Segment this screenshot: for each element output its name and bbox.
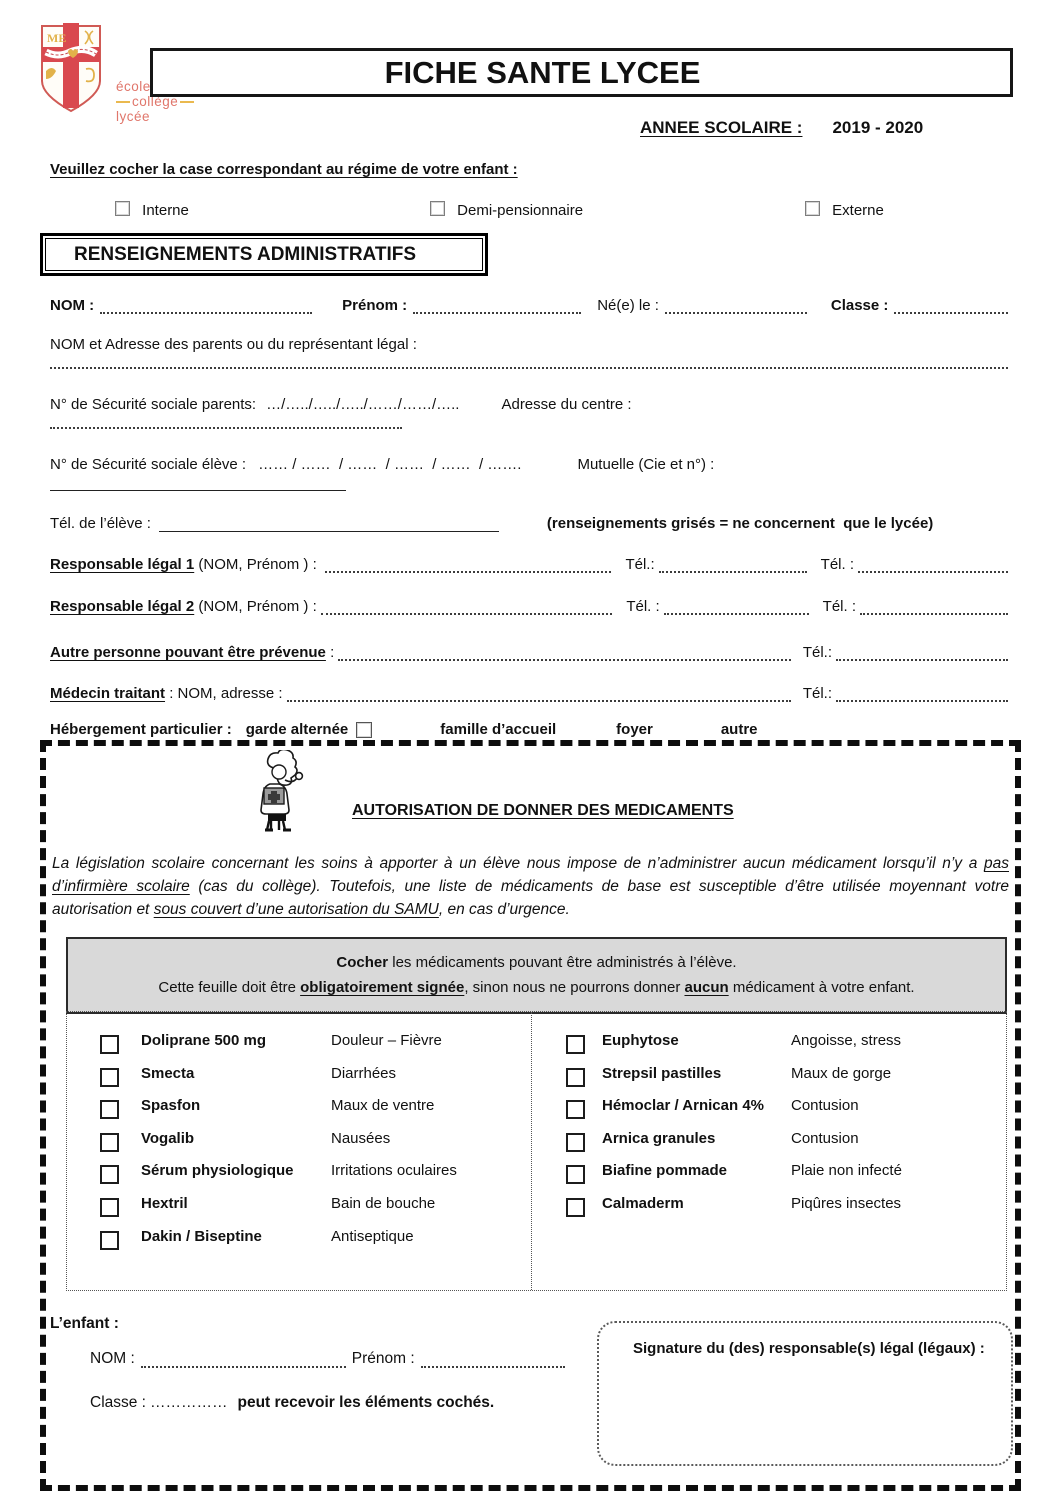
medication-checkbox[interactable] [100, 1035, 119, 1054]
school-crest-icon [38, 23, 104, 115]
medication-indication: Maux de gorge [791, 1064, 892, 1082]
medication-name: Vogalib [141, 1129, 195, 1147]
responsable1-label: Responsable légal 1 [50, 556, 195, 573]
medication-indication: Contusion [791, 1097, 859, 1115]
nom-label: NOM : [50, 297, 95, 314]
externe-label: Externe [832, 202, 884, 219]
medication-row [532, 1130, 1008, 1163]
demi-pensionnaire-checkbox[interactable] [430, 201, 445, 216]
medication-checkbox[interactable] [100, 1198, 119, 1217]
child-classe-row [90, 1394, 565, 1412]
medication-row [532, 1032, 1008, 1065]
responsable2-tel1-field[interactable] [664, 600, 809, 615]
authorization-paragraph [52, 852, 1009, 921]
medication-row [67, 1195, 531, 1228]
logo-line-lycee: lycée [116, 109, 151, 124]
admin-section-title: RENSEIGNEMENTS ADMINISTRATIFS [74, 243, 417, 265]
responsable1-row [50, 556, 1008, 573]
prenom-field[interactable] [413, 299, 581, 314]
school-year-line [640, 118, 1020, 138]
medication-indication: Douleur – Fièvre [331, 1032, 442, 1049]
tel-eleve-row [50, 515, 1008, 532]
instruction-line1 [78, 950, 995, 975]
responsable2-suffix: (NOM, Prénom ) : [194, 598, 321, 615]
responsable2-tel1-label: Tél. : [626, 598, 660, 615]
secu-eleve-label: N° de Sécurité sociale élève : [50, 456, 247, 473]
parents-address-label: NOM et Adresse des parents ou du représentant légal : [50, 336, 417, 353]
medication-checkbox[interactable] [566, 1198, 585, 1217]
secu-parents-label: N° de Sécurité sociale parents: [50, 396, 257, 413]
signature-box[interactable] [597, 1321, 1013, 1466]
responsable1-field[interactable] [325, 558, 611, 573]
medication-name: Doliprane 500 mg [141, 1032, 267, 1049]
nom-field[interactable] [100, 299, 312, 314]
medication-checkbox[interactable] [566, 1165, 585, 1184]
regime-option-interne [115, 201, 189, 219]
medication-indication: Nausées [331, 1129, 391, 1147]
autre-personne-sep: : [325, 644, 339, 661]
responsable2-row [50, 598, 1008, 615]
instruction-line2-mid: , sinon nous ne pourrons donner [464, 979, 685, 996]
medication-row [67, 1065, 531, 1098]
secu-eleve-slots[interactable]: …… / …… / …… / …… / …… / ……. [258, 456, 522, 473]
signature-label: Signature du (des) responsable(s) légal (légaux) : [633, 1340, 985, 1357]
form-title-box [150, 48, 1013, 97]
ne-le-label: Né(e) le : [597, 297, 659, 314]
medecin-tel-field[interactable] [836, 687, 1008, 702]
medication-checkbox[interactable] [566, 1068, 585, 1087]
medication-checkbox[interactable] [100, 1068, 119, 1087]
autre-personne-tel-field[interactable] [836, 646, 1008, 661]
medication-row [67, 1228, 531, 1261]
tel-eleve-label: Tél. de l’élève : [50, 515, 151, 532]
medication-checkbox[interactable] [566, 1035, 585, 1054]
regime-option-demi-pensionnaire [430, 201, 583, 219]
responsable2-field[interactable] [321, 600, 612, 615]
gray-fields-note: (renseignements grisés = ne concernent que le lycée) [546, 515, 934, 532]
autre-personne-row [50, 644, 1008, 661]
responsable1-tel1-field[interactable] [659, 558, 807, 573]
hebergement-famille-accueil-label: famille d’accueil [440, 721, 557, 738]
secu-parents-slots[interactable]: …/…../…../…../……/……/….. [266, 396, 460, 413]
medication-name: Hémoclar / Arnican 4% [602, 1097, 765, 1115]
medication-name: Euphytose [602, 1032, 679, 1049]
secu-eleve-row [50, 456, 1008, 473]
medication-name: Dakin / Biseptine [141, 1227, 262, 1245]
instruction-line2-post: médicament à votre enfant. [728, 979, 915, 996]
instruction-cocher: Cocher [336, 954, 389, 971]
medication-indication: Irritations oculaires [331, 1162, 457, 1180]
child-prenom-field[interactable] [421, 1353, 565, 1368]
regime-option-externe [805, 201, 884, 219]
mutuelle-label: Mutuelle (Cie et n°) : [577, 456, 715, 473]
parents-address-field[interactable] [50, 354, 1008, 369]
responsable1-tel1-label: Tél.: [625, 556, 655, 573]
child-statement: peut recevoir les éléments cochés. [237, 1394, 495, 1411]
paragraph-fragment: (cas du collège). Toutefois, une liste de médicaments de base est susceptible d’être utilisée moyennant votre autorisation et [52, 878, 1009, 918]
svg-text:ME: ME [47, 31, 67, 45]
medication-indication: Contusion [791, 1129, 859, 1147]
nurse-icon [252, 750, 316, 842]
medication-column-left [67, 1012, 532, 1290]
medication-checkbox[interactable] [100, 1165, 119, 1184]
instruction-line2-pre: Cette feuille doit être [158, 979, 301, 996]
medication-row [67, 1162, 531, 1195]
medication-row [67, 1097, 531, 1130]
medication-indication: Antiseptique [331, 1227, 414, 1245]
identity-row [50, 297, 1008, 314]
medication-checkbox[interactable] [100, 1133, 119, 1152]
medication-name: Sérum physiologique [141, 1162, 294, 1180]
child-classe-label: Classe : [90, 1394, 146, 1411]
secu-parents-row [50, 396, 1008, 413]
medication-indication: Bain de bouche [331, 1194, 436, 1212]
autre-personne-tel-label: Tél.: [802, 644, 832, 661]
hebergement-row [50, 721, 1008, 738]
medication-name: Calmaderm [602, 1194, 684, 1212]
school-year-value: 2019 - 2020 [832, 118, 924, 137]
instruction-line1-rest: les médicaments pouvant être administrés à l’élève. [388, 954, 737, 971]
autre-personne-label: Autre personne pouvant être prévenue [50, 644, 326, 661]
medecin-row [50, 685, 1008, 702]
medication-indication: Maux de ventre [331, 1097, 435, 1115]
responsable2-tel2-field[interactable] [860, 600, 1008, 615]
medecin-tel-label: Tél.: [802, 685, 832, 702]
medication-row [532, 1195, 1008, 1228]
hebergement-label: Hébergement particulier : [50, 721, 232, 738]
secu-parents-field[interactable] [50, 414, 402, 429]
externe-checkbox[interactable] [805, 201, 820, 216]
medication-name: Smecta [141, 1064, 195, 1082]
demi-pensionnaire-label: Demi-pensionnaire [457, 202, 584, 219]
paragraph-fragment: La législation scolaire concernant les soins à apporter à un élève nous impose de n’administrer aucun médicament lorsqu’il n’y a [52, 855, 984, 872]
medecin-field[interactable] [287, 687, 791, 702]
medication-checkbox[interactable] [566, 1100, 585, 1119]
medication-row [532, 1065, 1008, 1098]
medication-row [532, 1097, 1008, 1130]
child-prenom-label: Prénom : [351, 1350, 415, 1367]
instruction-line2 [78, 975, 995, 1000]
medication-checkbox[interactable] [566, 1133, 585, 1152]
responsable2-label: Responsable légal 2 [50, 598, 195, 615]
child-classe-field[interactable]: …………… [150, 1394, 228, 1411]
school-year-label: ANNEE SCOLAIRE : [640, 118, 803, 137]
medication-row [532, 1162, 1008, 1195]
medecin-label: Médecin traitant [50, 685, 166, 702]
child-nom-label: NOM : [90, 1350, 135, 1367]
responsable1-tel2-field[interactable] [858, 558, 1008, 573]
instruction-aucun: aucun [684, 979, 729, 996]
responsable1-tel2-label: Tél. : [820, 556, 854, 573]
child-nom-field[interactable] [141, 1353, 346, 1368]
interne-label: Interne [142, 202, 189, 219]
classe-label: Classe : [830, 297, 889, 314]
medication-name: Biafine pommade [602, 1162, 728, 1180]
medication-name: Hextril [141, 1194, 188, 1212]
regime-instruction: Veuillez cocher la case correspondant au régime de votre enfant : [50, 161, 518, 178]
adresse-centre-label: Adresse du centre : [501, 396, 632, 413]
medecin-suffix: : NOM, adresse : [165, 685, 287, 702]
responsable2-tel2-label: Tél. : [822, 598, 856, 615]
admin-section-box [45, 238, 483, 271]
medication-name: Spasfon [141, 1097, 201, 1115]
ne-le-field[interactable] [665, 299, 807, 314]
medication-row [67, 1032, 531, 1065]
hebergement-foyer-label: foyer [616, 721, 653, 738]
medication-indication: Plaie non infecté [791, 1162, 902, 1180]
medication-indication: Angoisse, stress [791, 1032, 902, 1049]
medication-row [67, 1130, 531, 1163]
medication-indication: Diarrhées [331, 1064, 397, 1082]
hebergement-garde-alternee-label: garde alternée [245, 721, 349, 738]
form-title: FICHE SANTE LYCEE [384, 54, 701, 90]
tel-eleve-field[interactable] [159, 518, 499, 532]
medication-column-right [532, 1012, 1008, 1290]
paragraph-fragment: pas d’infirmière scolaire [52, 855, 1009, 895]
instruction-obligatoirement: obligatoirement signée [300, 979, 465, 996]
paragraph-fragment: sous couvert d’une autorisation du SAMU [153, 901, 439, 918]
responsable1-suffix: (NOM, Prénom ) : [194, 556, 326, 573]
logo-line-college: collège [116, 94, 196, 109]
medication-indication: Piqûres insectes [791, 1194, 902, 1212]
logo-line-ecole: école [116, 79, 151, 94]
paragraph-fragment: , en cas d’urgence. [438, 901, 570, 918]
secu-eleve-field[interactable] [50, 477, 346, 491]
classe-field[interactable] [894, 299, 1008, 314]
child-identity-row [90, 1350, 565, 1368]
interne-checkbox[interactable] [115, 201, 130, 216]
prenom-label: Prénom : [342, 297, 408, 314]
medication-instruction-box [66, 937, 1007, 1014]
medication-table [66, 1011, 1007, 1291]
medication-name: Strepsil pastilles [602, 1064, 722, 1082]
garde-alternee-checkbox[interactable] [356, 722, 372, 738]
child-label: L’enfant : [50, 1315, 119, 1332]
authorization-title: AUTORISATION DE DONNER DES MEDICAMENTS [352, 802, 734, 819]
autre-personne-field[interactable] [338, 646, 790, 661]
medication-name: Arnica granules [602, 1129, 716, 1147]
medication-checkbox[interactable] [100, 1231, 119, 1250]
hebergement-autre-label: autre [720, 721, 758, 738]
medication-checkbox[interactable] [100, 1100, 119, 1119]
